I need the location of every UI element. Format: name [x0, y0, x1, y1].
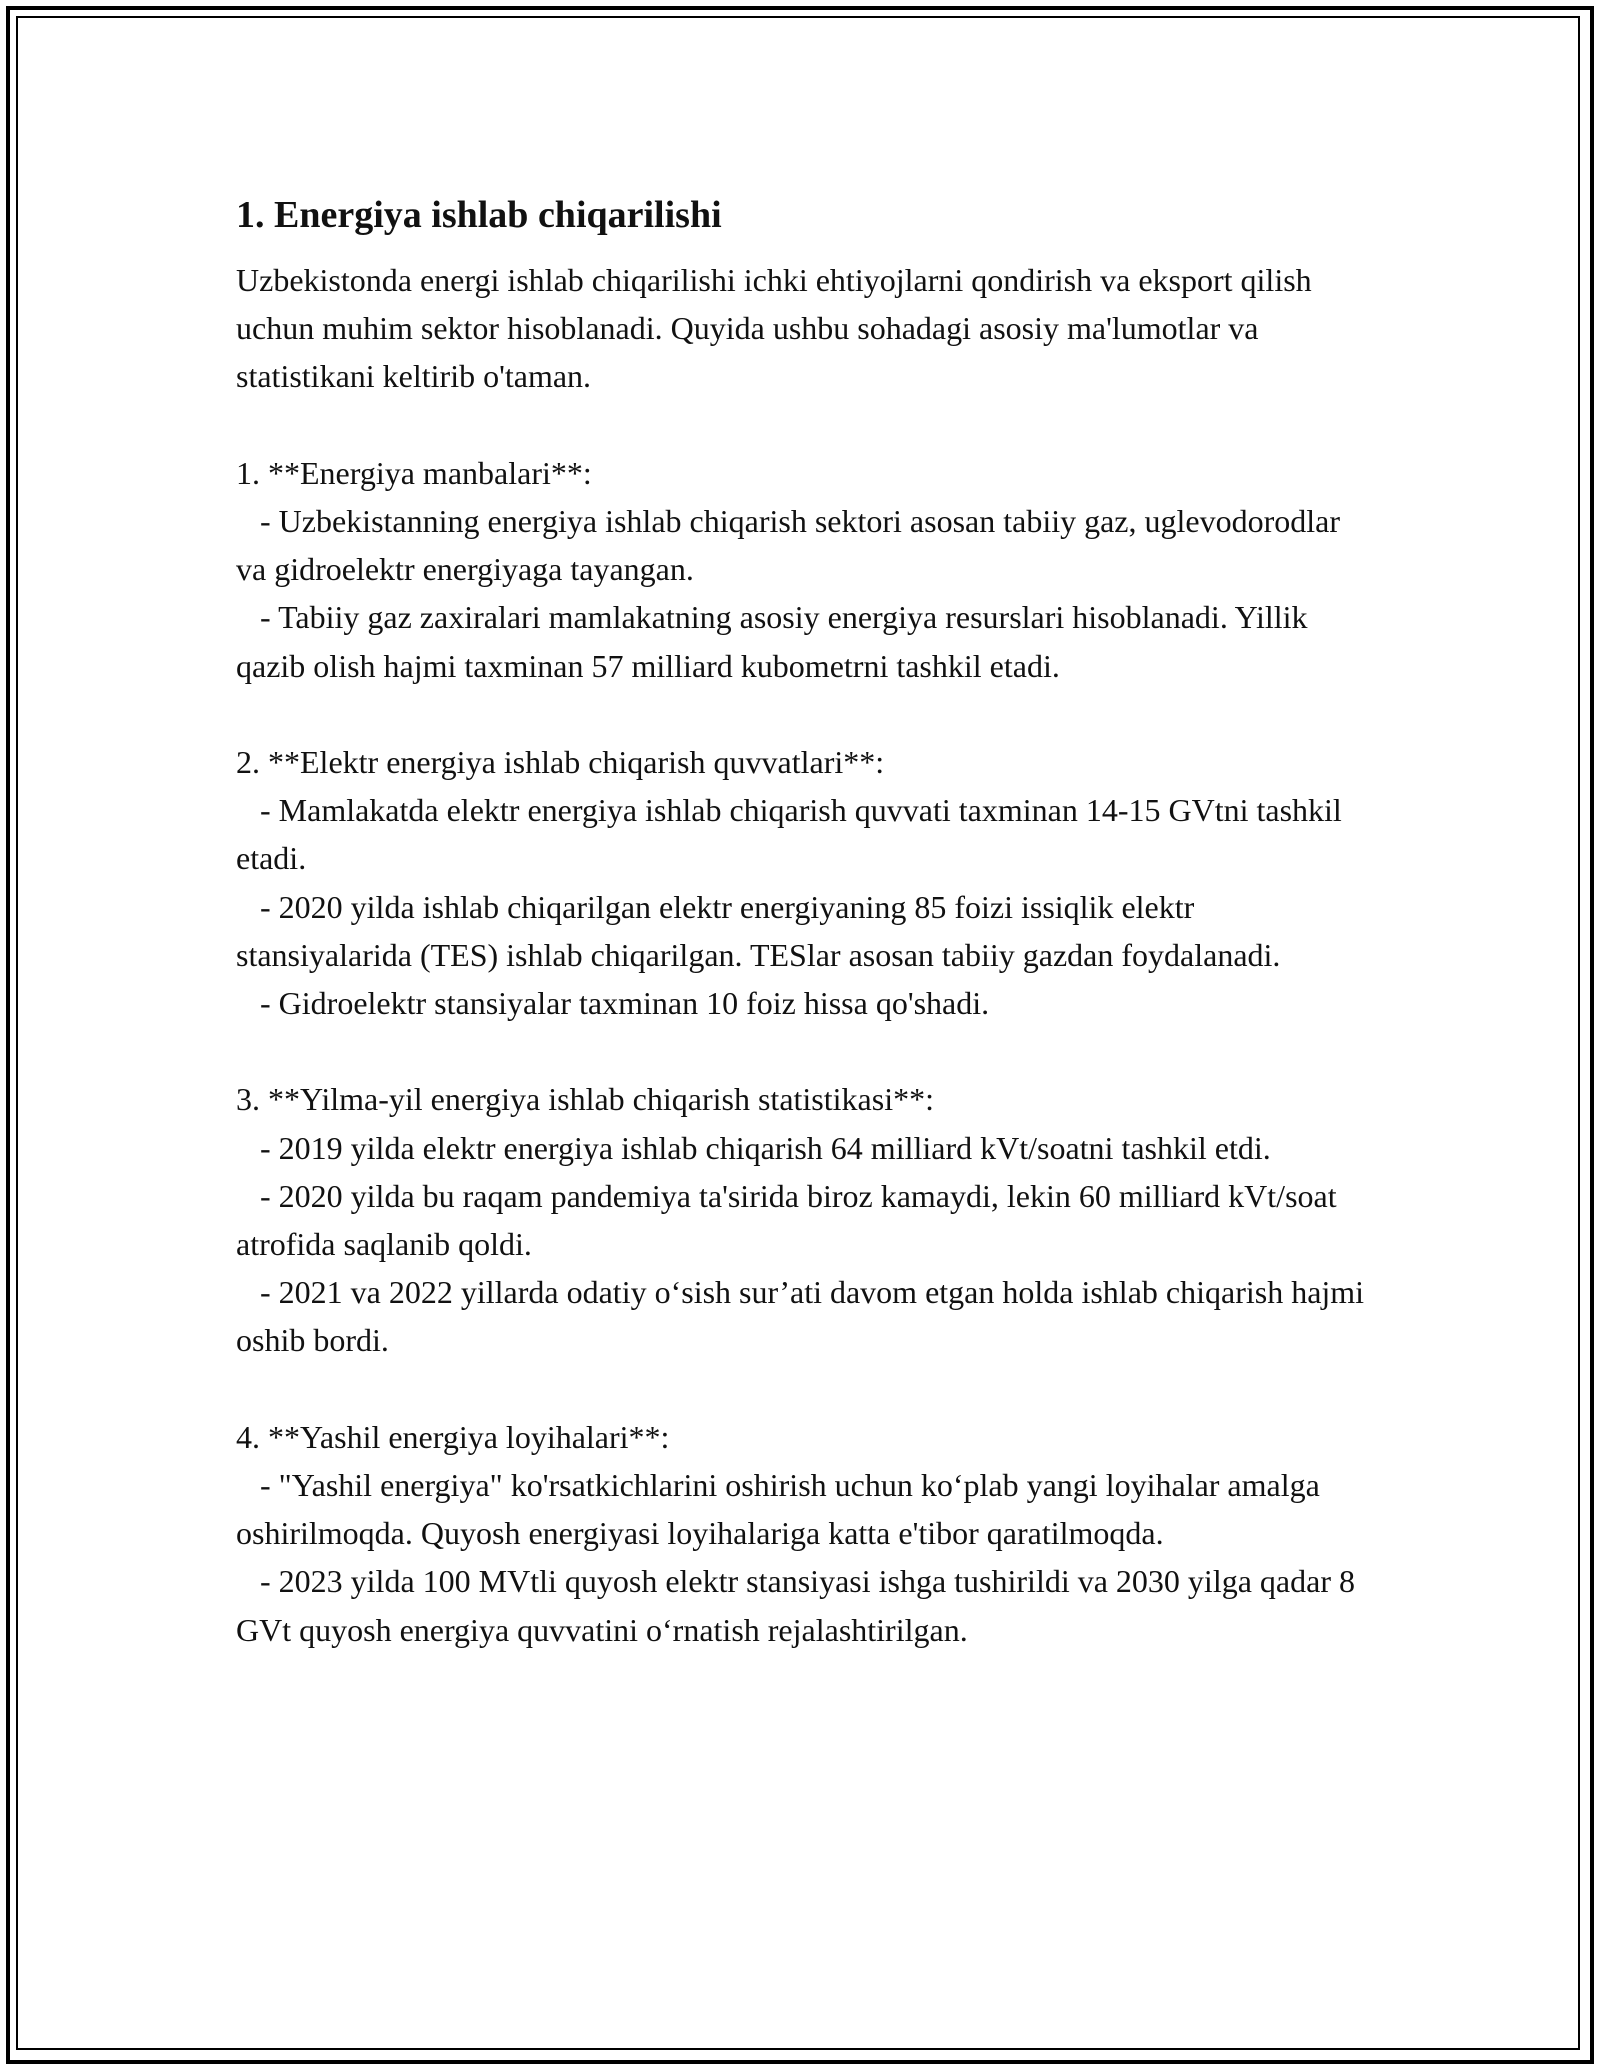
list-item: - Mamlakatda elektr energiya ishlab chiqarish quvvati taxminan 14-15 GVtni tashkil etadi. — [236, 792, 1350, 877]
section-power-capacity — [236, 738, 1376, 1027]
section-title: 4. **Yashil energiya loyihalari**: — [236, 1418, 670, 1455]
list-item: - 2020 yilda ishlab chiqarilgan elektr energiyaning 85 foizi issiqlik elektr stansiyalarida (TES) ishlab chiqarilgan. TESlar asosan tabiiy gazdan foydalanadi. — [236, 888, 1281, 973]
section-energy-sources — [236, 449, 1376, 690]
list-item: - 2020 yilda bu raqam pandemiya ta'sirida biroz kamaydi, lekin 60 milliard kVt/soat atrofida saqlanib qoldi. — [236, 1177, 1345, 1263]
list-item: - Gidroelektr stansiyalar taxminan 10 foiz hissa qo'shadi. — [236, 985, 990, 1022]
list-item: - 2023 yilda 100 MVtli quyosh elektr stansiyasi ishga tushirildi va 2030 yilga qadar 8 GVt quyosh energiya quvvatini o‘rnatish rejalashtirilgan. — [236, 1563, 1363, 1648]
section-title: 1. **Energiya manbalari**: — [236, 454, 592, 491]
list-item: - Uzbekistanning energiya ishlab chiqarish sektori asosan tabiiy gaz, uglevodorodlar va gidroelektr energiyaga tayangan. — [236, 503, 1348, 588]
section-title: 3. **Yilma-yil energiya ishlab chiqarish statistikasi**: — [236, 1081, 934, 1118]
section-title: 2. **Elektr energiya ishlab chiqarish quvvatlari**: — [236, 744, 885, 780]
list-item: - "Yashil energiya" ko'rsatkichlarini oshirish uchun ko‘plab yangi loyihalar amalga oshirilmoqda. Quyosh energiyasi loyihalariga katta e'tibor qaratilmoqda. — [236, 1467, 1328, 1552]
document-heading: 1. Energiya ishlab chiqarilishi — [236, 194, 722, 236]
section-yearly-statistics — [236, 1075, 1376, 1364]
intro-paragraph: Uzbekistonda energi ishlab chiqarilishi ichki ehtiyojlarni qondirish va eksport qilish uchun muhim sektor hisoblanadi. Quyida ushbu sohadagi asosiy ma'lumotlar va statistikani keltirib o'taman. — [236, 262, 1312, 395]
section-green-energy — [236, 1413, 1376, 1654]
list-item: - 2021 va 2022 yillarda odatiy o‘sish sur’ati davom etgan holda ishlab chiqarish hajmi oshib bordi. — [236, 1274, 1373, 1359]
list-item: - 2019 yilda elektr energiya ishlab chiqarish 64 milliard kVt/soatni tashkil etdi. — [236, 1129, 1271, 1166]
list-item: - Tabiiy gaz zaxiralari mamlakatning asosiy energiya resurslari hisoblanadi. Yillik qazib olish hajmi taxminan 57 milliard kubometrni tashkil etadi. — [236, 599, 1316, 684]
document-body — [236, 186, 1376, 1654]
